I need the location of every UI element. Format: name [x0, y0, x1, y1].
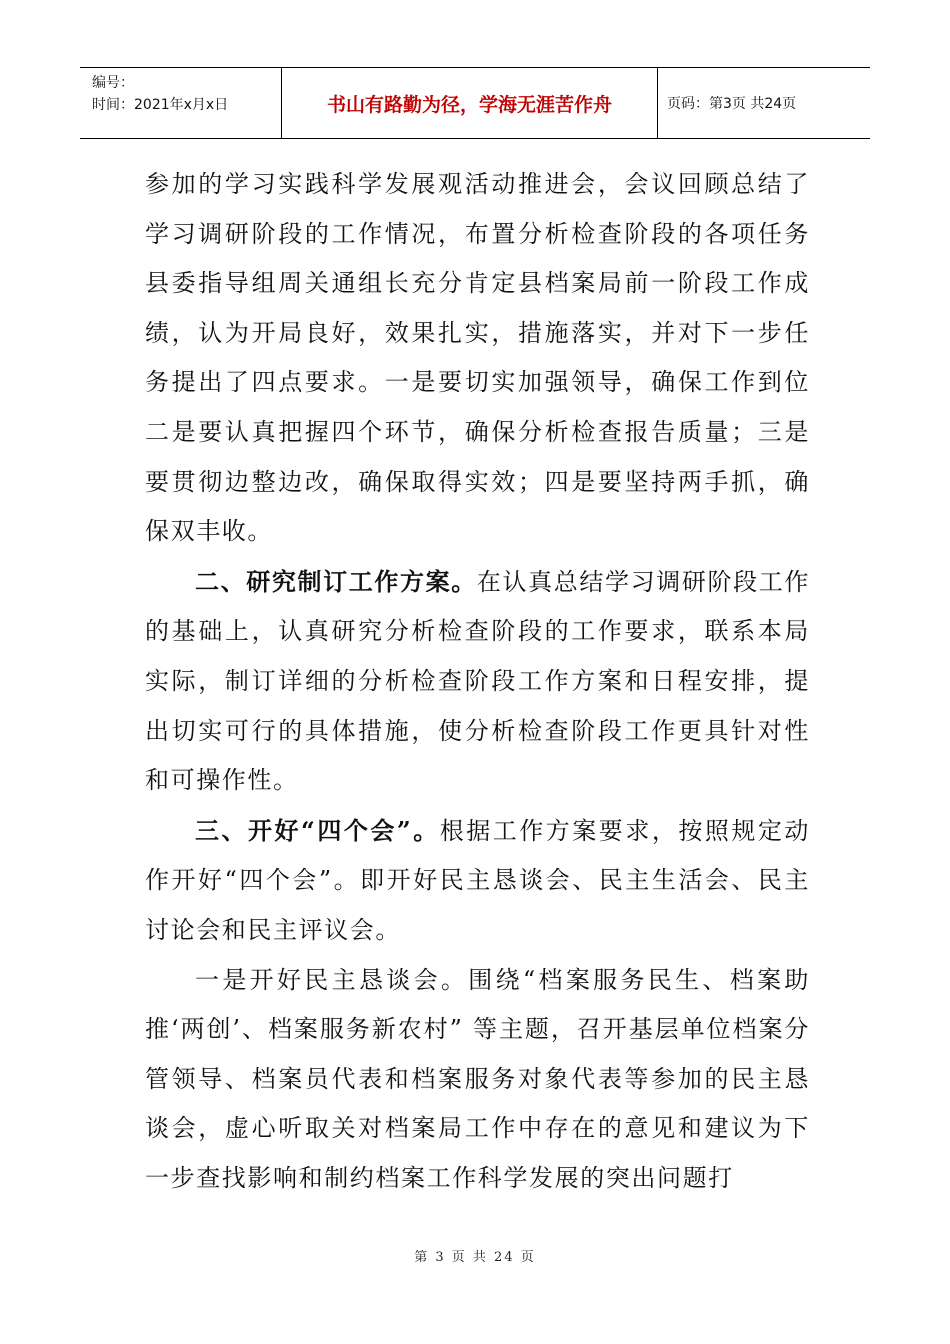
- paragraph-lead: 一是开好民主恳谈会。: [195, 965, 469, 994]
- paragraph-text: 根据工作方案要求，按照规定动作开好“四个会”。即开好民主恳谈会、民主生活会、民主讨论会和民主评议会。: [145, 816, 810, 944]
- header-meta: [80, 68, 281, 138]
- paragraph-2: [145, 557, 810, 806]
- header-motto: 书山有路勤为径，学海无涯苦作舟: [281, 68, 658, 138]
- serial-number-label: 编号：: [92, 75, 134, 91]
- section-heading: 三、开好“四个会”。: [195, 815, 440, 845]
- document-body: [145, 160, 810, 1203]
- section-heading: 二、研究制订工作方案。: [195, 566, 477, 596]
- page-footer: 第 3 页 共 24 页: [414, 1250, 536, 1265]
- paragraph-4: [145, 956, 810, 1204]
- paragraph-1: [145, 160, 810, 557]
- paragraph-text: 参加的学习实践科学发展观活动推进会，会议回顾总结了学习调研阶段的工作情况，布置分析检查阶段的各项任务县委指导组周关通组长充分肯定县档案局前一阶段工作成绩，认为开局良好，效果扎实，措施落实，并对下一步任务提出了四点要求。一是要切实加强领导，确保工作到位二是要认真把握四个环节，确保分析检查报告质量；三是要贯彻边整边改，确保取得实效；四是要坚持两手抓，确保双丰收。: [145, 170, 810, 546]
- date-label: 时间：2021年x月x日: [92, 97, 229, 113]
- paragraph-text: 围绕“档案服务民生、档案助推‘两创’、档案服务新农村” 等主题，召开基层单位档案分管领导、档案员代表和档案服务对象代表等参加的民主恳谈会，虚心听取关对档案局工作中存在的意见和建议为下一步查找影响和制约档案工作科学发展的突出问题打: [145, 965, 811, 1192]
- paragraph-text: 在认真总结学习调研阶段工作的基础上，认真研究分析检查阶段的工作要求，联系本局实际，制订详细的分析检查阶段工作方案和日程安排，提出切实可行的具体措施，使分析检查阶段工作更具针对性和可操作性。: [145, 567, 810, 795]
- header-page-info: 页码：第3页 共24页: [667, 96, 797, 112]
- page-header: [80, 67, 870, 139]
- paragraph-3: [145, 806, 810, 956]
